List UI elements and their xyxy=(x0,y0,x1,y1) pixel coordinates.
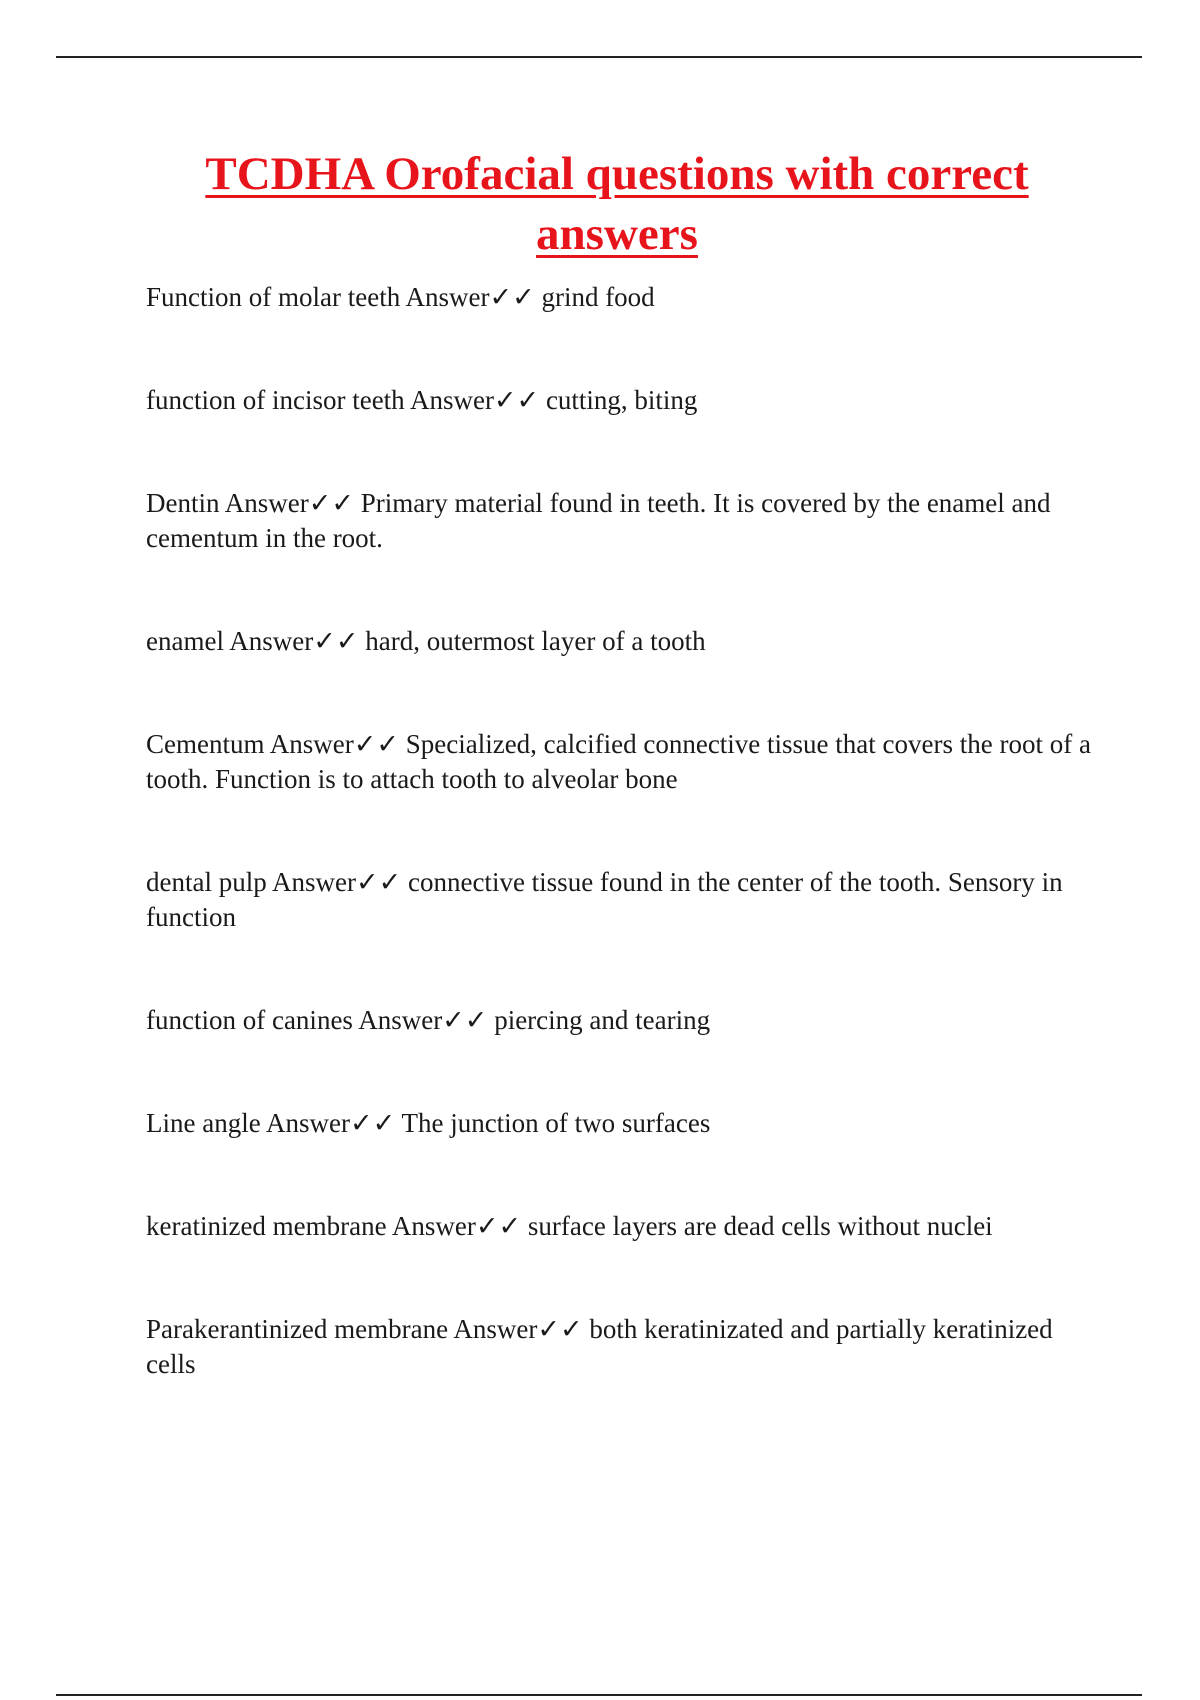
answer-marker: Answer✓✓ xyxy=(224,488,354,518)
answer-marker: Answer✓✓ xyxy=(229,626,359,656)
qa-answer: hard, outermost layer of a tooth xyxy=(365,626,706,656)
qa-term: Dentin xyxy=(146,488,220,518)
qa-item xyxy=(146,1209,1096,1244)
qa-term: dental pulp xyxy=(146,867,267,897)
qa-answer: connective tissue found in the center of the tooth. Sensory in function xyxy=(146,867,1063,932)
answer-marker: Answer✓✓ xyxy=(265,1108,396,1138)
qa-term: function of canines xyxy=(146,1005,353,1035)
qa-term: enamel xyxy=(146,626,224,656)
answer-marker: Answer✓✓ xyxy=(358,1005,488,1035)
qa-item xyxy=(146,1106,1096,1141)
bottom-rule xyxy=(56,1694,1142,1696)
qa-answer: Specialized, calcified connective tissue that covers the root of a tooth. Function is to attach tooth to alveolar bone xyxy=(146,729,1091,794)
qa-item xyxy=(146,1312,1096,1382)
qa-item xyxy=(146,383,1096,418)
qa-item xyxy=(146,727,1096,797)
answer-marker: Answer✓✓ xyxy=(391,1211,522,1241)
qa-item xyxy=(146,280,1096,315)
qa-list xyxy=(146,280,1096,1382)
answer-marker: Answer✓✓ xyxy=(453,1314,583,1344)
qa-term: function of incisor teeth xyxy=(146,385,405,415)
answer-marker: Answer✓✓ xyxy=(269,729,399,759)
qa-answer: surface layers are dead cells without nuclei xyxy=(527,1211,993,1241)
qa-answer: both keratinizated and partially keratinized cells xyxy=(146,1314,1053,1379)
qa-answer: cutting, biting xyxy=(545,385,698,415)
qa-answer: piercing and tearing xyxy=(494,1005,711,1035)
answer-marker: Answer✓✓ xyxy=(409,385,540,415)
qa-item xyxy=(146,624,1096,659)
answer-marker: Answer✓✓ xyxy=(405,282,535,312)
qa-item xyxy=(146,486,1096,556)
qa-item xyxy=(146,865,1096,935)
qa-term: Line angle xyxy=(146,1108,261,1138)
qa-answer: The junction of two surfaces xyxy=(401,1108,711,1138)
qa-answer: Primary material found in teeth. It is covered by the enamel and cementum in the root. xyxy=(146,488,1051,553)
qa-answer: grind food xyxy=(541,282,655,312)
answer-marker: Answer✓✓ xyxy=(272,867,402,897)
page-title: TCDHA Orofacial questions with correct answers xyxy=(205,148,1029,260)
qa-term: Cementum xyxy=(146,729,265,759)
qa-term: Parakerantinized membrane xyxy=(146,1314,449,1344)
qa-item xyxy=(146,1003,1096,1038)
top-rule xyxy=(56,56,1142,58)
qa-term: Function of molar teeth xyxy=(146,282,401,312)
qa-term: keratinized membrane xyxy=(146,1211,387,1241)
